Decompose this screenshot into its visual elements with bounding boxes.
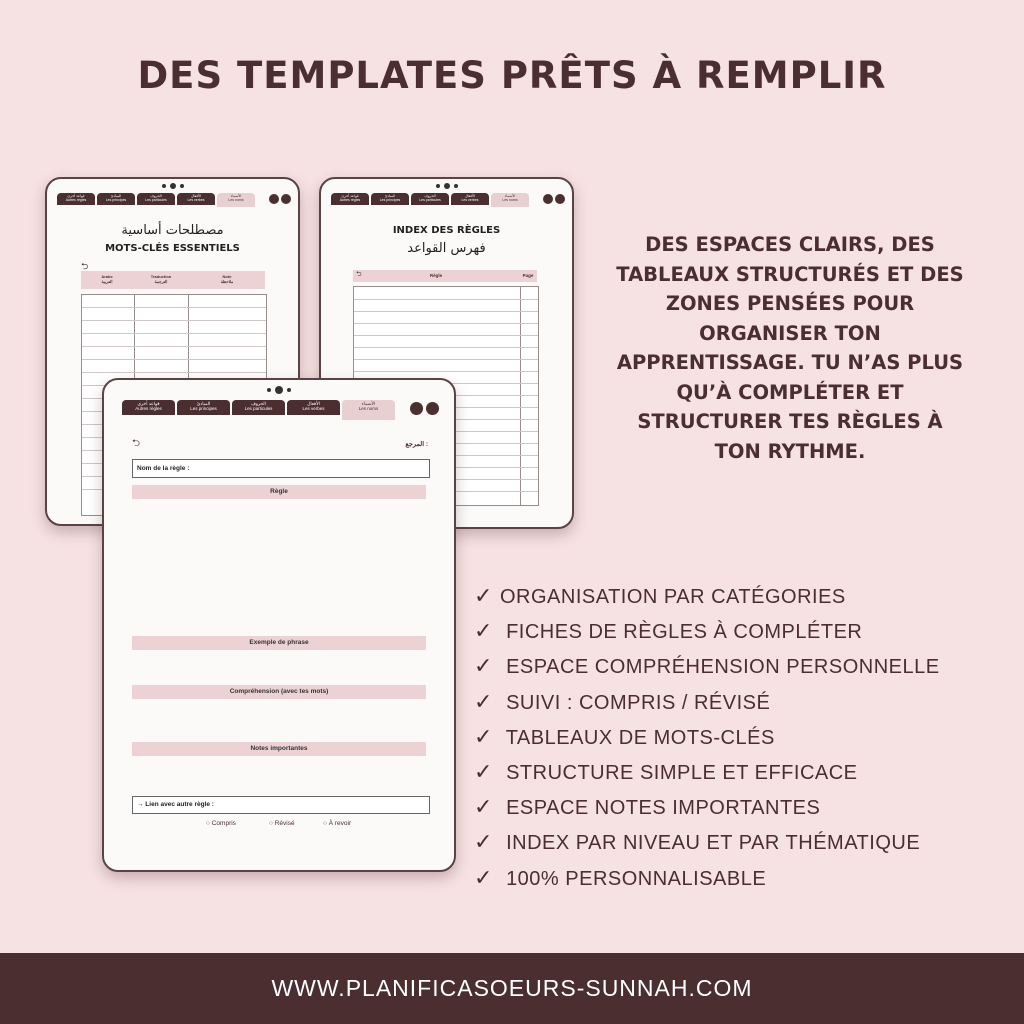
tab-particules[interactable]: الحروف Les particules bbox=[232, 400, 285, 415]
tab-autres-regles[interactable]: قواعد أخرى Autres règles bbox=[57, 193, 95, 205]
rule-section: Règle bbox=[132, 485, 426, 499]
check-icon: ✓ bbox=[474, 619, 493, 645]
pen-icon[interactable] bbox=[410, 402, 423, 415]
feature-list bbox=[474, 582, 940, 899]
comprehension-section: Compréhension (avec tes mots) bbox=[132, 685, 426, 699]
tab-principes[interactable]: المبادئ Les principes bbox=[371, 193, 409, 205]
index-header: ⮌ Règle Page bbox=[353, 270, 537, 282]
feature-item: ✓ ORGANISATION PAR CATÉGORIES bbox=[474, 584, 846, 609]
tab-verbes[interactable]: الأفعال Les verbes bbox=[287, 400, 340, 415]
camera bbox=[267, 386, 291, 394]
rule-name-field[interactable]: Nom de la règle : bbox=[132, 459, 430, 478]
feature-item: ✓ ESPACE NOTES IMPORTANTES bbox=[474, 795, 821, 821]
feature-item: ✓ ESPACE COMPRÉHENSION PERSONNELLE bbox=[474, 654, 940, 680]
tab-verbes[interactable]: الأفعال Les verbes bbox=[451, 193, 489, 205]
tab-particules[interactable]: الحروف Les particules bbox=[137, 193, 175, 205]
tab-verbes[interactable]: الأفعال Les verbes bbox=[177, 193, 215, 205]
check-icon: ✓ bbox=[474, 865, 493, 891]
menu-icon[interactable] bbox=[555, 194, 565, 204]
feature-item: ✓ TABLEAUX DE MOTS-CLÉS bbox=[474, 724, 775, 750]
tab-noms[interactable]: الأسماء Les noms bbox=[491, 193, 529, 207]
keywords-header: Arabe العربية Traduction الترجمة Note ملاحظة bbox=[81, 271, 265, 289]
footer bbox=[0, 953, 1024, 1024]
description: DES ESPACES CLAIRS, DES TABLEAUX STRUCTURÉS ET DES ZONES PENSÉES POUR ORGANISER TON APPRENTISSAGE. TU N’AS PLUS QU’À COMPLÉTER ET STRUCTURER TES RÈGLES À TON RYTHME. bbox=[616, 233, 964, 463]
feature-item: ✓ INDEX PAR NIVEAU ET PAR THÉMATIQUE bbox=[474, 830, 921, 856]
status-revise[interactable]: ○ Révisé bbox=[269, 820, 295, 827]
website-link[interactable]: WWW.PLANIFICASOEURS-SUNNAH.COM bbox=[271, 975, 753, 1001]
tab-autres-regles[interactable]: قواعد أخرى Autres règles bbox=[122, 400, 175, 415]
index-title-ar: فهرس القواعد bbox=[407, 241, 486, 256]
status-a-revoir[interactable]: ○ À revoir bbox=[323, 820, 352, 827]
camera bbox=[162, 183, 184, 189]
back-icon[interactable]: ⮌ bbox=[356, 271, 362, 278]
notes-section: Notes importantes bbox=[132, 742, 426, 756]
keywords-title-ar: مصطلحات أساسية bbox=[121, 223, 224, 238]
reference-label: المرجع : bbox=[405, 441, 428, 448]
camera bbox=[436, 183, 458, 189]
tab-principes[interactable]: المبادئ Les principes bbox=[97, 193, 135, 205]
link-rule-field[interactable]: → Lien avec autre règle : bbox=[132, 796, 430, 814]
tab-principes[interactable]: المبادئ Les principes bbox=[177, 400, 230, 415]
feature-item: ✓ SUIVI : COMPRIS / RÉVISÉ bbox=[474, 689, 771, 715]
tab-noms[interactable]: الأسماء Les noms bbox=[342, 400, 395, 420]
check-icon: ✓ bbox=[474, 795, 493, 821]
menu-icon[interactable] bbox=[281, 194, 291, 204]
tab-noms[interactable]: الأسماء Les noms bbox=[217, 193, 255, 207]
back-icon[interactable]: ⮌ bbox=[81, 261, 89, 271]
index-title-fr: INDEX DES RÈGLES bbox=[392, 225, 501, 236]
back-icon[interactable]: ⮌ bbox=[132, 438, 141, 449]
check-icon: ✓ bbox=[474, 584, 493, 609]
tab-particules[interactable]: الحروف Les particules bbox=[411, 193, 449, 205]
feature-item: ✓ STRUCTURE SIMPLE ET EFFICACE bbox=[474, 759, 858, 785]
pen-icon[interactable] bbox=[543, 194, 553, 204]
feature-item: ✓ FICHES DE RÈGLES À COMPLÉTER bbox=[474, 619, 863, 645]
menu-icon[interactable] bbox=[426, 402, 439, 415]
status-compris[interactable]: ○ Compris bbox=[206, 820, 236, 827]
tablet-rule-sheet bbox=[102, 378, 456, 872]
check-icon: ✓ bbox=[474, 830, 493, 856]
check-icon: ✓ bbox=[474, 724, 493, 750]
keywords-title-fr: MOTS-CLÉS ESSENTIELS bbox=[105, 243, 240, 254]
headline: DES TEMPLATES PRÊTS À REMPLIR bbox=[137, 54, 887, 97]
check-icon: ✓ bbox=[474, 689, 493, 715]
check-icon: ✓ bbox=[474, 654, 493, 680]
check-icon: ✓ bbox=[474, 759, 493, 785]
feature-item: ✓ 100% PERSONNALISABLE bbox=[474, 865, 767, 891]
pen-icon[interactable] bbox=[269, 194, 279, 204]
tab-autres-regles[interactable]: قواعد أخرى Autres règles bbox=[331, 193, 369, 205]
example-section: Exemple de phrase bbox=[132, 636, 426, 650]
